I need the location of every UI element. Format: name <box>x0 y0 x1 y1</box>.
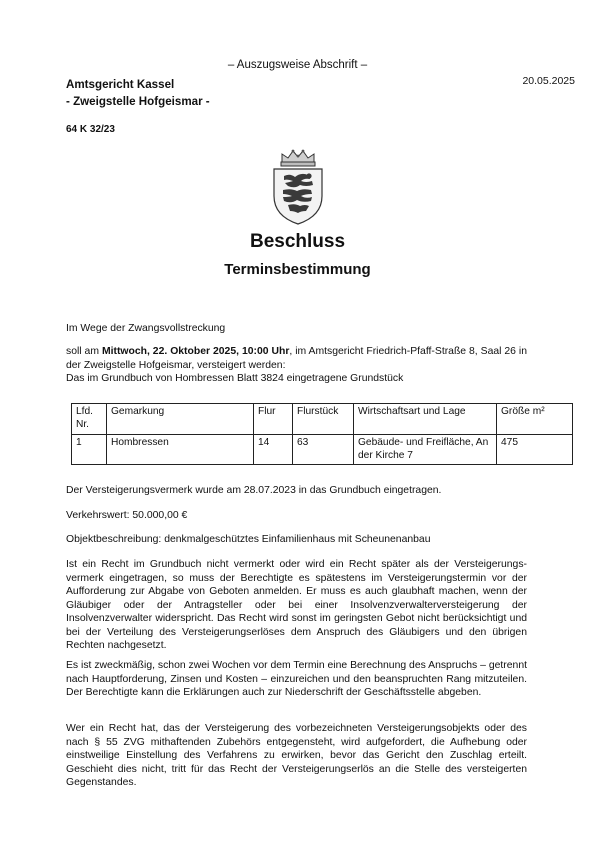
object-description: Objektbeschreibung: denkmalgeschütztes Einfamilienhaus mit Scheunenanbau <box>66 534 431 545</box>
copy-note: – Auszugsweise Abschrift – <box>227 59 368 71</box>
auction-date: Mittwoch, 22. Oktober 2025, 10:00 Uhr <box>101 346 290 357</box>
cell-lfd-nr: 1 <box>72 434 107 465</box>
document-subtitle: Terminsbestimmung <box>224 261 371 278</box>
document-date: 20.05.2025 <box>522 75 575 87</box>
rights-notice-paragraph: Ist ein Recht im Grundbuch nicht vermerkt oder wird ein Recht später als der Versteigerungsvermerk eingetragen, so muss der Berechtigte es spätestens im Versteigerungstermin vor der Aufforderung zur Abgabe von Geboten anmelden. Er muss es auch glaubhaft machen, wenn der Gläubiger oder der Antragsteller oder bei einer Insolvenzverwalterversteigerung der Insolvenzverwalter widerspricht. Das Recht wird sonst im geringsten Gebot nicht berücksichtigt und bei der Verteilung des Versteigerungserlöses dem Anspruch des Gläubigers und den übrigen Rechten nachgesetzt. <box>66 559 527 652</box>
header-gemarkung: Gemarkung <box>107 404 254 435</box>
case-number: 64 K 32/23 <box>66 124 115 135</box>
schedule-prefix: soll am <box>66 346 102 357</box>
property-table <box>71 403 573 465</box>
table-row <box>72 434 573 465</box>
cell-wirtschaftsart: Gebäude- und Freifläche, An der Kirche 7 <box>354 434 497 465</box>
cell-groesse: 475 <box>497 434 573 465</box>
schedule-paragraph <box>66 345 527 386</box>
table-header-row <box>72 404 573 435</box>
header-wirtschaftsart: Wirtschaftsart und Lage <box>354 404 497 435</box>
header-lfd-nr: Lfd. Nr. <box>72 404 107 435</box>
objection-notice-paragraph: Wer ein Recht hat, das der Versteigerung des vorbezeichneten Versteigerungsobjekts oder des nach § 55 ZVG mithaftenden Zubehörs entgegensteht, wird aufgefordert, die Aufhebung oder einstweilige Einstellung des Verfahrens zu erwirken, bevor das Gericht den Zuschlag erteilt. Geschieht dies nicht, tritt für das Recht der Versteigerungserlös an die Stelle des versteigerten Gegenstandes. <box>66 723 527 789</box>
document-title: Beschluss <box>249 231 346 252</box>
header-flur: Flur <box>254 404 293 435</box>
market-value: Verkehrswert: 50.000,00 € <box>66 510 188 521</box>
cell-flur: 14 <box>254 434 293 465</box>
registration-note: Der Versteigerungsvermerk wurde am 28.07.2023 in das Grundbuch eingetragen. <box>66 485 442 496</box>
court-name-line2: - Zweigstelle Hofgeismar - <box>66 94 210 108</box>
hessen-coat-of-arms-icon <box>268 148 328 226</box>
property-line: Das im Grundbuch von Hombressen Blatt 3824 eingetragene Grundstück <box>66 373 404 385</box>
court-name <box>66 77 210 111</box>
cell-flurstueck: 63 <box>293 434 354 465</box>
header-flurstueck: Flurstück <box>293 404 354 435</box>
calculation-notice-paragraph: Es ist zweckmäßig, schon zwei Wochen vor dem Termin eine Berechnung des Anspruchs – getrennt nach Hauptforderung, Zinsen und Kosten – einzureichen und den beanspruchten Rang mitzuteilen. Der Berechtigte kann die Erklärungen auch zur Niederschrift der Geschäftsstelle abgeben. <box>66 660 527 699</box>
cell-gemarkung: Hombressen <box>107 434 254 465</box>
court-name-line1: Amtsgericht Kassel <box>66 78 175 91</box>
schedule-suffix: , im Amtsgericht Friedrich-Pfaff-Straße 8, Saal 26 in der Zweigstelle Hofgeismar, versteigert werden: <box>66 346 527 371</box>
header-groesse: Größe m² <box>497 404 573 435</box>
intro-text: Im Wege der Zwangsvollstreckung <box>66 323 226 334</box>
